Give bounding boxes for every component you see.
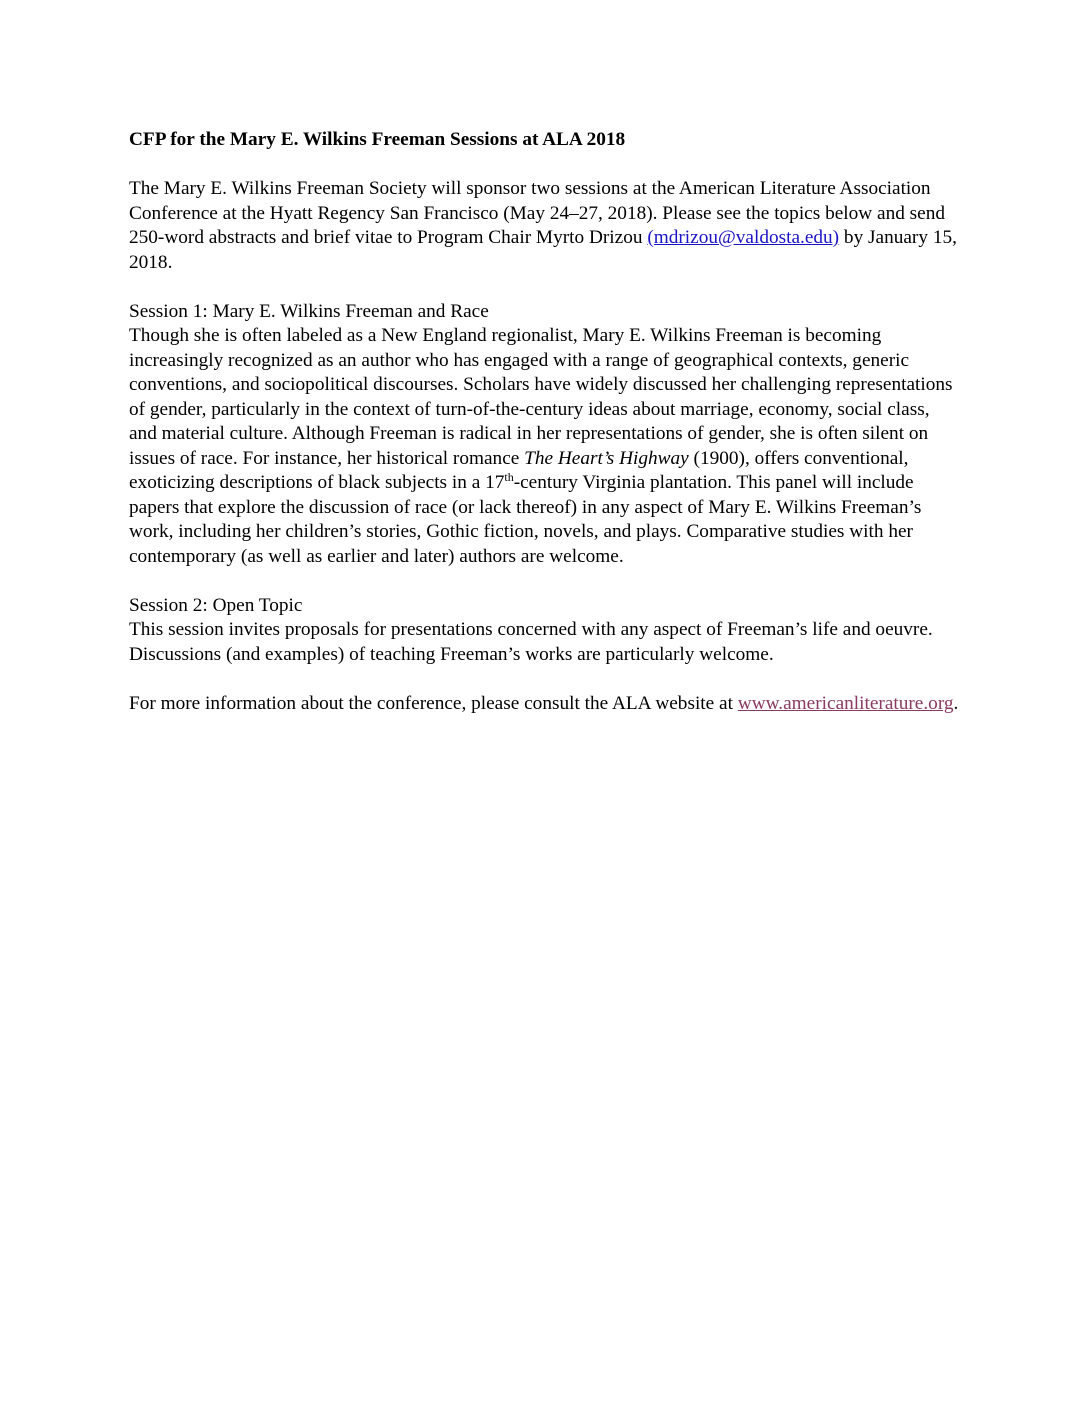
session1-body-part3: -century Virginia plantation. This panel will include papers that explore the discussion of race (or lack thereof) in any aspect of Mary E. Wilkins Freeman’s work, including her children’s stories, Gothic fiction, novels, and plays. Comparative studies with her contemporary (as well as earlier and later) authors are welcome. (129, 472, 922, 567)
website-link[interactable]: www.americanliterature.org (737, 692, 954, 714)
closing-paragraph (129, 692, 959, 717)
session1-superscript: th (504, 470, 514, 484)
session2-heading: Session 2: Open Topic (129, 594, 303, 616)
session1-section (129, 300, 959, 570)
document-title: CFP for the Mary E. Wilkins Freeman Sessions at ALA 2018 (129, 129, 626, 150)
document-page (129, 128, 959, 741)
closing-text-after: . (953, 692, 959, 714)
email-link[interactable]: (mdrizou@valdosta.edu) (647, 227, 840, 248)
session1-body-part1: Though she is often labeled as a New England regionalist, Mary E. Wilkins Freeman is becoming increasingly recognized as an author who has engaged with a range of geographical contexts, generic conventions, and sociopolitical discourses. Scholars have widely discussed her challenging representations of gender, particularly in the context of turn-of-the-century ideas about marriage, economy, social class, and material culture. Although Freeman is radical in her representations of gender, she is often silent on issues of race. For instance, her historical romance (129, 325, 953, 469)
session2-body: This session invites proposals for presentations concerned with any aspect of Freeman’s life and oeuvre. Discussions (and examples) of teaching Freeman’s works are particularly welcome. (129, 619, 933, 665)
session1-heading: Session 1: Mary E. Wilkins Freeman and Race (129, 300, 489, 322)
intro-paragraph (129, 177, 959, 275)
session2-section (129, 594, 959, 668)
intro-text-before: The Mary E. Wilkins Freeman Society will sponsor two sessions at the American Literature Association Conference at the Hyatt Regency San Francisco (May 24–27, 2018). Please see the topics below and send 250-word abstracts and brief vitae to Program Chair Myrto Drizou (129, 178, 946, 248)
session1-body-part2: (1900), offers conventional, exoticizing descriptions of black subjects in a 17 (129, 447, 909, 493)
closing-text-before: For more information about the conference, please consult the ALA website at (129, 692, 738, 714)
intro-text-after: by January 15, 2018. (129, 227, 957, 273)
session1-book-title: The Heart’s Highway (524, 447, 689, 469)
